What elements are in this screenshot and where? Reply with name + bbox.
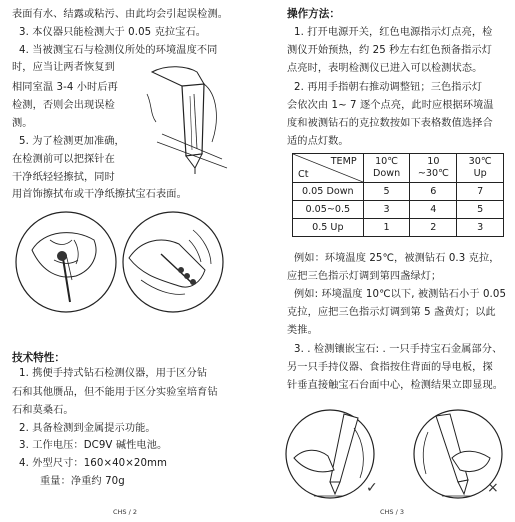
caution-line-11: 用首饰擦拭布或干净纸擦拭宝石表面。 xyxy=(12,189,187,200)
caution-line-9: 在检测前可以把探针在 xyxy=(12,154,115,165)
table-cell: 5 xyxy=(363,183,410,201)
table-cell: 2 xyxy=(410,219,457,237)
col-header-1 xyxy=(363,154,410,183)
cross-mark-icon: × xyxy=(487,480,499,496)
correct-angle-illustration xyxy=(284,408,376,500)
corner-temp-label: TEMP xyxy=(330,156,357,167)
example1-line-1: 例如：环境温度 25℃，被测钻石 0.3 克拉， xyxy=(294,253,500,264)
table-row xyxy=(293,183,504,201)
table-cell: 5 xyxy=(457,201,504,219)
op1-line-3: 点亮时，表明检测仪已进入可以检测状态。 xyxy=(287,63,483,74)
op3-line-3: 针垂直接触宝石台面中心，检测结果立即显现。 xyxy=(287,380,504,391)
caution-line-2: 3. 本仪器只能检测大于 0.05 克拉宝石。 xyxy=(19,27,207,38)
caution-line-6: 检测，否则会出现误检 xyxy=(12,100,115,111)
caution-line-7: 测。 xyxy=(12,118,33,129)
corner-ct-label: Ct xyxy=(298,169,309,180)
table-corner-cell xyxy=(293,154,364,183)
tech-line-4: 2. 具备检测到金属提示功能。 xyxy=(19,423,156,434)
op3-line-1: 3. . 检测镶嵌宝石: . 一只手持宝石金属部分、 xyxy=(294,344,503,355)
op2-line-4: 适的点灯数。 xyxy=(287,136,349,147)
op1-line-1: 1. 打开电源开关，红色电源指示灯点亮，检 xyxy=(294,27,493,38)
caution-line-1: 表面有水、结露或粘污、由此均会引起误检测。 xyxy=(12,9,229,20)
tester-probe-illustration xyxy=(142,64,242,174)
tech-line-1: 1. 携便手持式钻石检测仪器，用于区分钻 xyxy=(19,368,208,379)
table-row xyxy=(293,201,504,219)
tech-line-2: 石和其他赝品，但不能用于区分实验室培育钻 xyxy=(12,387,218,398)
col-header-2-top: 10 xyxy=(427,156,440,167)
example2-line-3: 类推。 xyxy=(287,325,318,336)
op2-line-3: 度和被测钻石的克拉数按如下表格数值选择合 xyxy=(287,118,493,129)
op1-line-2: 测仪开始预热，约 25 秒左右红色预备指示灯 xyxy=(287,45,493,56)
tech-line-7: 重量：净重约 70g xyxy=(40,476,125,487)
operation-heading: 操作方法： xyxy=(287,8,340,20)
caution-line-4: 时，应当让两者恢复到 xyxy=(12,62,115,73)
page-footer-right: CHS / 3 xyxy=(380,508,405,516)
tech-heading: 技术特性： xyxy=(12,352,65,364)
page-footer-left: CHS / 2 xyxy=(113,508,138,516)
col-header-2 xyxy=(410,154,457,183)
table-row xyxy=(293,219,504,237)
check-mark-icon: ✓ xyxy=(366,480,378,496)
table-cell: 6 xyxy=(410,183,457,201)
wipe-gem-illustration xyxy=(121,210,225,314)
col-header-2-bottom: ~30℃ xyxy=(417,168,449,179)
example2-line-1: 例如: 环境温度 10℃以下, 被测钻石小于 0.05 xyxy=(294,289,507,300)
caution-line-5: 相同室温 3-4 小时后再 xyxy=(12,82,118,93)
col-header-1-bottom: Down xyxy=(372,168,401,179)
table-cell: 1 xyxy=(363,219,410,237)
tech-line-6: 4. 外型尺寸：160×40×20mm xyxy=(19,458,168,469)
col-header-3 xyxy=(457,154,504,183)
example2-line-2: 克拉，应把三色指示灯调到第 5 盏黄灯；以此 xyxy=(287,307,496,318)
tech-line-3: 石和莫桑石。 xyxy=(12,405,74,416)
table-cell: 3 xyxy=(363,201,410,219)
table-cell: 7 xyxy=(457,183,504,201)
row-label: 0.5 Up xyxy=(293,219,364,237)
row-label: 0.05 Down xyxy=(293,183,364,201)
op3-line-2: 另一只手持仪器、食指按住背面的导电板，探 xyxy=(287,362,493,373)
example1-line-2: 应把三色指示灯调到第四盏绿灯； xyxy=(287,271,442,282)
tech-line-5: 3. 工作电压：DC9V 碱性电池。 xyxy=(19,440,168,451)
op2-line-1: 2. 再用手指朝右推动调整钮；三色指示灯 xyxy=(294,82,483,93)
col-header-1-top: 10℃ xyxy=(375,156,399,167)
table-cell: 4 xyxy=(410,201,457,219)
wipe-probe-illustration xyxy=(14,210,118,314)
caution-line-8: 5. 为了检测更加准确， xyxy=(19,136,125,147)
col-header-3-bottom: Up xyxy=(473,168,487,179)
caution-line-10: 干净纸轻轻擦拭，同时 xyxy=(12,172,115,183)
table-cell: 3 xyxy=(457,219,504,237)
caution-line-3: 4. 当被测宝石与检测仪所处的环境温度不同 xyxy=(19,45,218,56)
op2-line-2: 会依次由 1~ 7 逐个点亮，此时应根据环境温 xyxy=(287,100,494,111)
row-label: 0.05~0.5 xyxy=(293,201,364,219)
led-selection-table xyxy=(292,153,504,237)
col-header-3-top: 30℃ xyxy=(468,156,492,167)
